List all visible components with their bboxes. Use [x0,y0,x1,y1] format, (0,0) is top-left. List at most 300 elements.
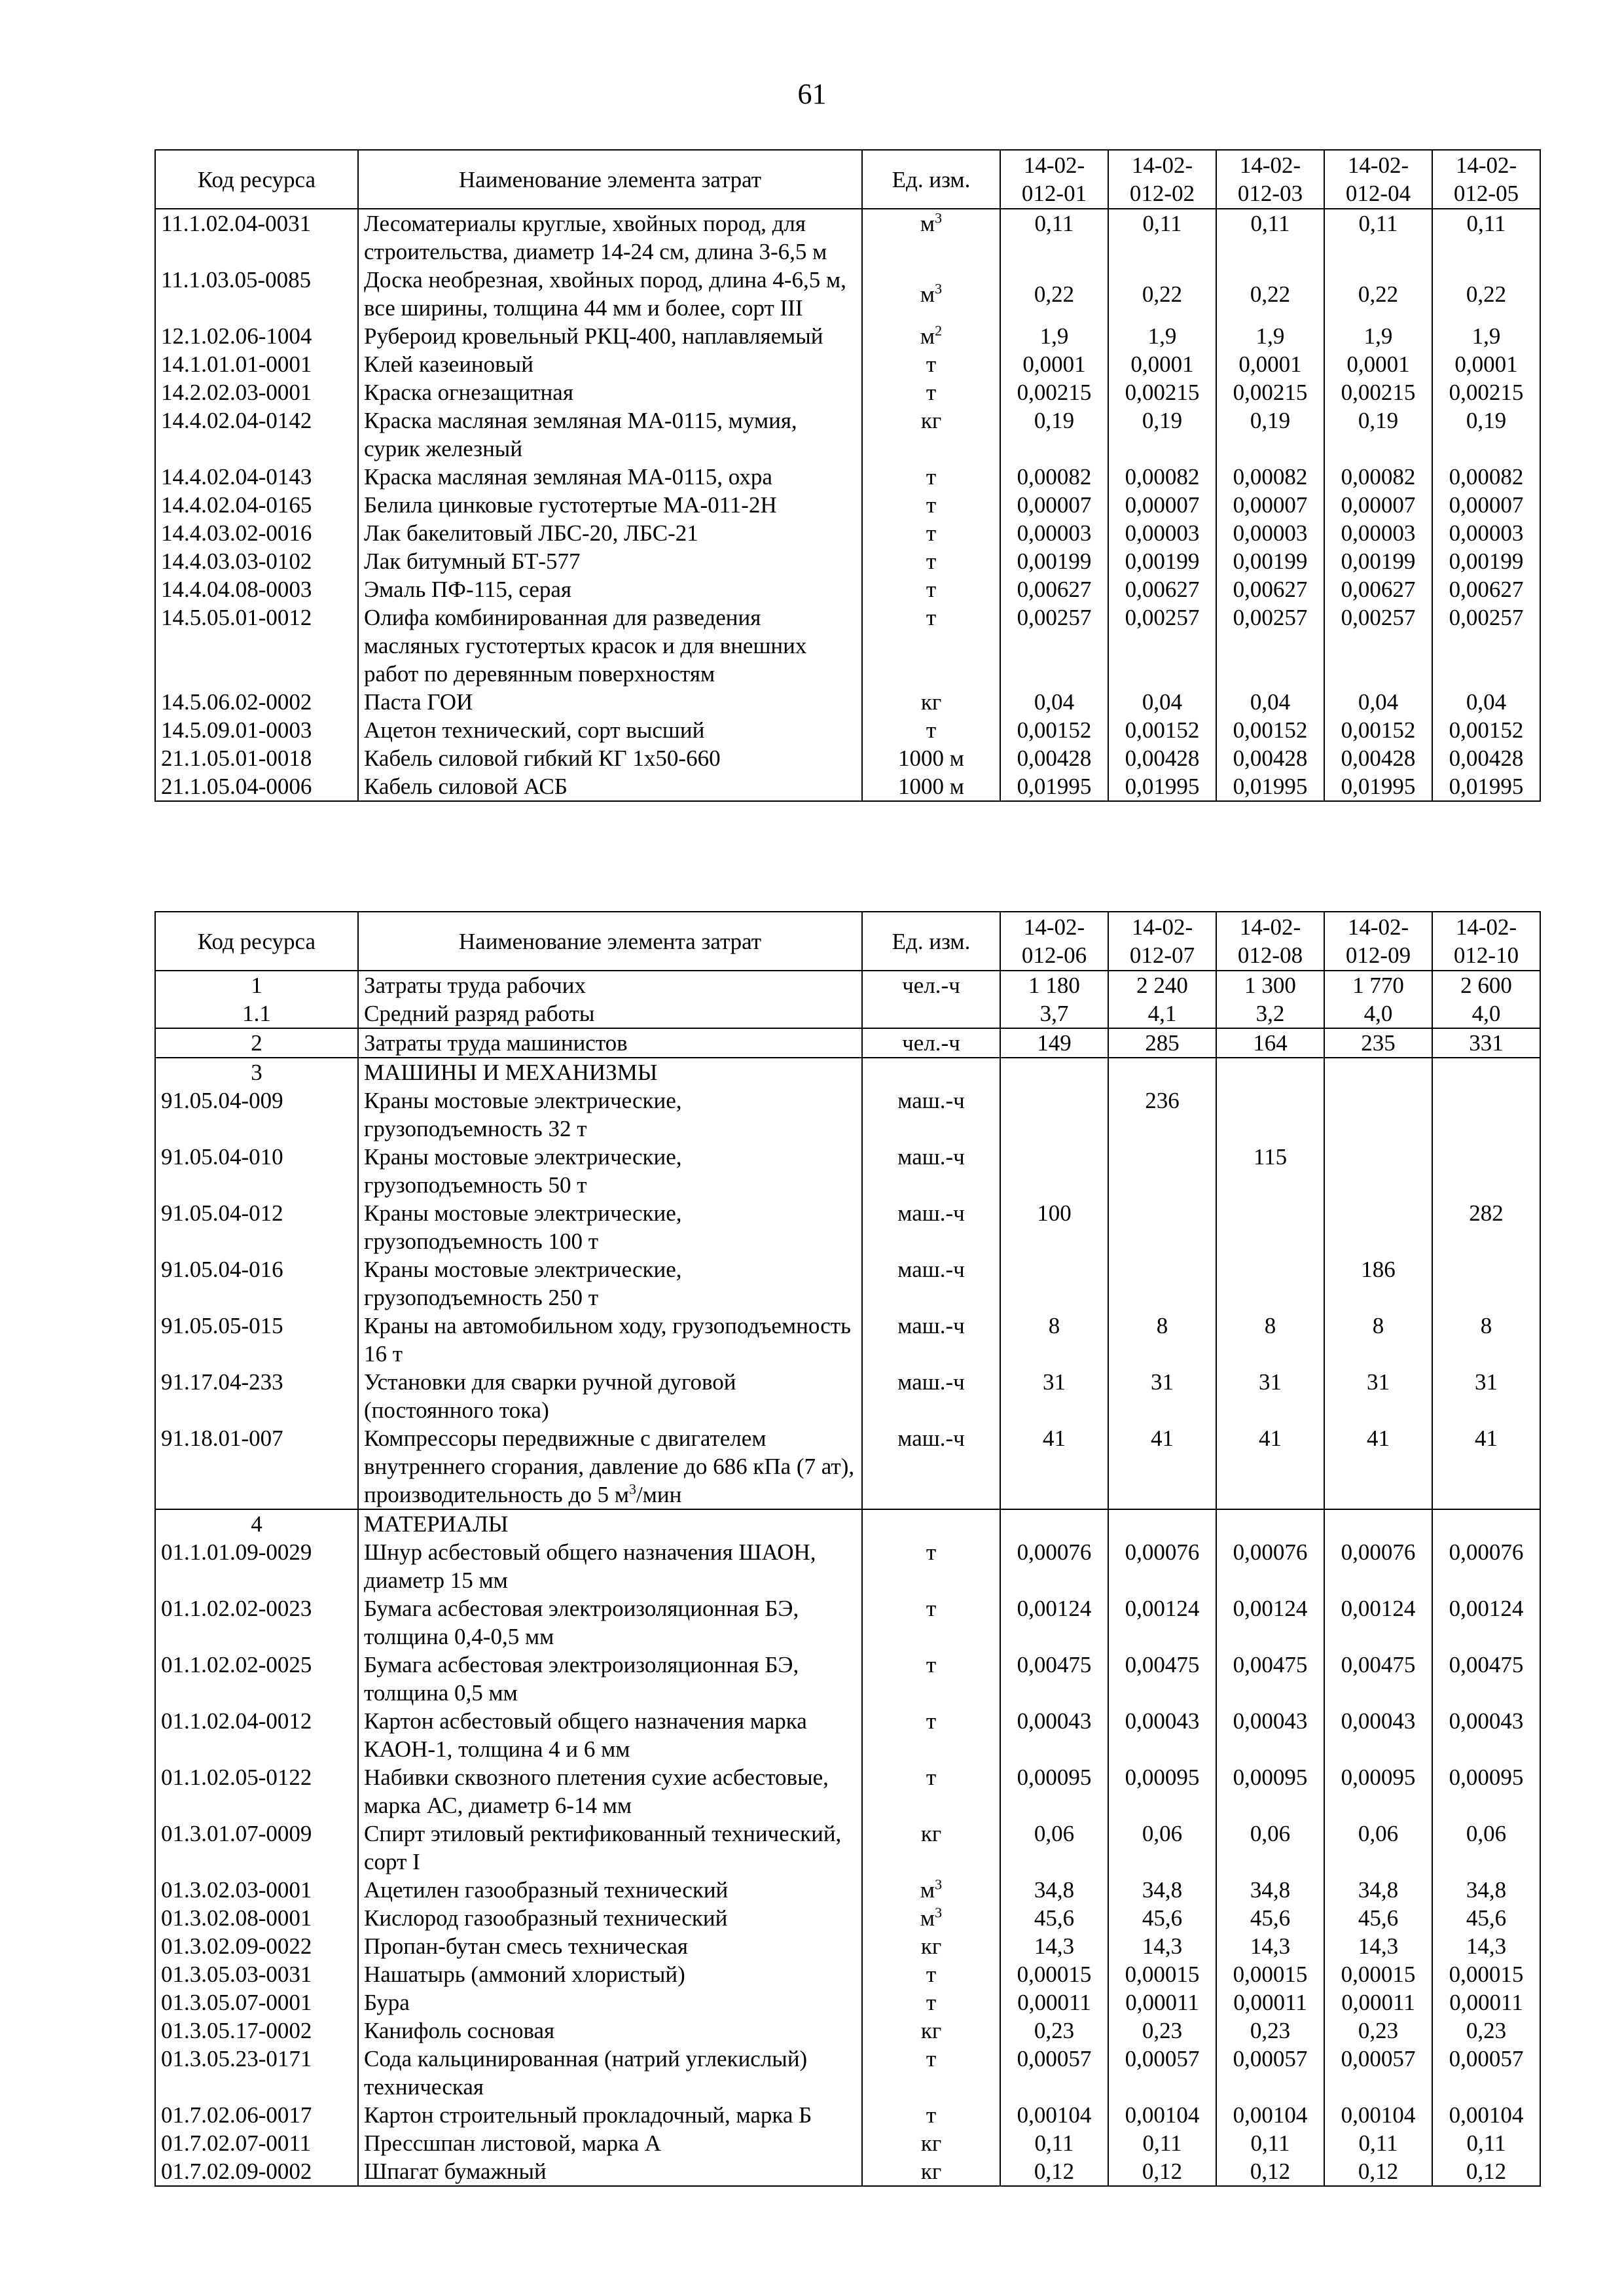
table-row [155,1143,1540,1199]
resource-value: 0,00057 [1432,2045,1540,2101]
resource-value: 45,6 [1108,1904,1216,1932]
resource-unit: $м^2$ [862,322,1000,350]
resource-value: 1 180 [1000,971,1108,999]
resource-value: 1,9 [1216,322,1324,350]
resource-value: 331 [1432,1028,1540,1058]
resource-value: 0,22 [1324,266,1432,322]
resource-name: Набивки сквозного плетения сухие асбестовые, марка АС, диаметр 6-14 мм [358,1763,862,1820]
resource-value: 0,0001 [1216,350,1324,378]
resource-value: 0,0001 [1108,350,1216,378]
resource-code: 14.5.06.02-0002 [155,688,358,716]
resource-name: Ацетилен газообразный технический [358,1876,862,1904]
resource-value: 0,00007 [1108,491,1216,519]
resource-name: Олифа комбинированная для разведения масляных густотертых красок и для внешних работ по деревянным поверхностям [358,603,862,688]
table-row [155,1509,1540,1538]
resource-name: Эмаль ПФ-115, серая [358,575,862,603]
resource-code: 12.1.02.06-1004 [155,322,358,350]
resource-code: 14.4.03.02-0016 [155,519,358,547]
resource-name: Лак битумный БТ-577 [358,547,862,575]
table-row [155,1255,1540,1312]
resource-unit: т [862,2045,1000,2101]
resource-value: 0,11 [1432,209,1540,266]
resource-value: 0,00428 [1324,744,1432,772]
resource-value: 41 [1108,1424,1216,1509]
resource-value: 31 [1432,1368,1540,1424]
resource-value: 0,00475 [1324,1651,1432,1707]
resource-name: Краска огнезащитная [358,378,862,406]
resource-value: 1,9 [1108,322,1216,350]
resource-name: Затраты труда рабочих [358,971,862,999]
resource-code: 01.7.02.09-0002 [155,2157,358,2186]
resource-value: 285 [1108,1028,1216,1058]
resource-unit: т [862,2101,1000,2129]
resource-value [1324,1143,1432,1199]
resource-value: 0,00057 [1324,2045,1432,2101]
table-row [155,350,1540,378]
resource-value: 0,00627 [1216,575,1324,603]
resource-unit: т [862,378,1000,406]
resource-value: 100 [1000,1199,1108,1255]
header-code: Код ресурса [155,150,358,209]
header-col-2: 14-02- 012-02 [1108,150,1216,209]
resource-unit: кг [862,1820,1000,1876]
resource-value: 8 [1000,1312,1108,1368]
resource-value: 0,00152 [1324,716,1432,744]
resource-value: 0,0001 [1000,350,1108,378]
resource-code: 01.3.02.09-0022 [155,1932,358,1960]
resource-name: Краска масляная земляная МА-0115, охра [358,463,862,491]
resource-value: 0,00124 [1108,1594,1216,1651]
table-row [155,1538,1540,1594]
header-name: Наименование элемента затрат [358,912,862,971]
resource-code: 91.18.01-007 [155,1424,358,1509]
resource-name: Доска необрезная, хвойных пород, длина 4-6,5 м, все ширины, толщина 44 мм и более, сорт III [358,266,862,322]
resource-value: 0,00627 [1108,575,1216,603]
resource-code: 01.1.02.04-0012 [155,1707,358,1763]
resource-name: МАТЕРИАЛЫ [358,1509,862,1538]
resource-value: 0,00015 [1000,1960,1108,1988]
table-row [155,1707,1540,1763]
resource-value: 0,00043 [1108,1707,1216,1763]
resource-value: 0,11 [1324,209,1432,266]
resource-code: 14.4.02.04-0142 [155,406,358,463]
resource-name: Картон строительный прокладочный, марка Б [358,2101,862,2129]
header-col-2: 14-02- 012-07 [1108,912,1216,971]
resource-unit: 1000 м [862,744,1000,772]
resource-value: 0,00003 [1108,519,1216,547]
resource-value: 0,06 [1324,1820,1432,1876]
resource-code: 01.3.05.23-0171 [155,2045,358,2101]
header-col-3: 14-02- 012-03 [1216,150,1324,209]
header-unit: Ед. изм. [862,912,1000,971]
resource-value: 45,6 [1000,1904,1108,1932]
resource-value: 14,3 [1108,1932,1216,1960]
resource-value: 0,12 [1216,2157,1324,2186]
resource-value: 0,00152 [1000,716,1108,744]
resource-value: 0,12 [1432,2157,1540,2186]
resource-code: 91.05.04-016 [155,1255,358,1312]
resource-value [1216,1058,1324,1086]
resource-value: 34,8 [1432,1876,1540,1904]
resource-value [1000,1255,1108,1312]
resource-value: 0,00043 [1432,1707,1540,1763]
resource-value: 1 300 [1216,971,1324,999]
resource-value: 31 [1324,1368,1432,1424]
resource-code: 01.3.05.17-0002 [155,2017,358,2045]
resource-value [1000,1509,1108,1538]
table-header-row [155,912,1540,971]
table-row [155,406,1540,463]
resource-value: 0,00627 [1324,575,1432,603]
resource-value: 8 [1432,1312,1540,1368]
resource-value: 0,00095 [1324,1763,1432,1820]
table-row [155,2129,1540,2157]
resource-value: 0,22 [1108,266,1216,322]
resource-value [1432,1143,1540,1199]
header-col-1: 14-02- 012-01 [1000,150,1108,209]
resource-code: 11.1.02.04-0031 [155,209,358,266]
resource-value: 0,00011 [1108,1988,1216,2017]
resource-value: 0,19 [1216,406,1324,463]
resource-name: Краны мостовые электрические, грузоподъемность 250 т [358,1255,862,1312]
resource-value: 0,00057 [1216,2045,1324,2101]
resource-code: 21.1.05.04-0006 [155,772,358,801]
resource-value [1216,1086,1324,1143]
resource-value: 4,0 [1432,999,1540,1028]
resource-value: 45,6 [1432,1904,1540,1932]
resource-value: 0,22 [1000,266,1108,322]
resource-unit [862,999,1000,1028]
resource-value [1432,1058,1540,1086]
header-col-1: 14-02- 012-06 [1000,912,1108,971]
table-row [155,2017,1540,2045]
resource-unit: кг [862,1932,1000,1960]
table-row [155,1988,1540,2017]
resource-value [1216,1199,1324,1255]
resource-value: 2 600 [1432,971,1540,999]
table-row [155,2101,1540,2129]
resource-code: 14.4.03.03-0102 [155,547,358,575]
resource-code: 01.7.02.06-0017 [155,2101,358,2129]
resource-value: 0,00104 [1324,2101,1432,2129]
resource-name: Краны мостовые электрические, грузоподъемность 32 т [358,1086,862,1143]
resource-name: Установки для сварки ручной дуговой (постоянного тока) [358,1368,862,1424]
resource-value: 0,12 [1108,2157,1216,2186]
table-row [155,1651,1540,1707]
resource-value: 0,06 [1000,1820,1108,1876]
resource-value: 0,23 [1216,2017,1324,2045]
resource-value: 0,00104 [1000,2101,1108,2129]
resource-unit: маш.-ч [862,1368,1000,1424]
resource-name: Кабель силовой АСБ [358,772,862,801]
resource-value [1108,1255,1216,1312]
resource-value: 0,12 [1324,2157,1432,2186]
table-row [155,772,1540,801]
resource-value: 164 [1216,1028,1324,1058]
resource-name: Краска масляная земляная МА-0115, мумия, сурик железный [358,406,862,463]
resource-value: 0,23 [1000,2017,1108,2045]
resource-name: Ацетон технический, сорт высший [358,716,862,744]
resource-value: 0,19 [1000,406,1108,463]
resource-value: 0,0001 [1432,350,1540,378]
resource-code: 01.3.02.08-0001 [155,1904,358,1932]
resource-value: 0,00124 [1432,1594,1540,1651]
resource-unit: т [862,1594,1000,1651]
resource-value: 31 [1216,1368,1324,1424]
resource-value: 0,00076 [1000,1538,1108,1594]
resource-value: 1 770 [1324,971,1432,999]
resource-value: 45,6 [1324,1904,1432,1932]
resource-value: 41 [1000,1424,1108,1509]
resource-name: МАШИНЫ И МЕХАНИЗМЫ [358,1058,862,1086]
resource-value: 0,00007 [1432,491,1540,519]
resource-code: 14.1.01.01-0001 [155,350,358,378]
table-row [155,463,1540,491]
resource-value: 0,00057 [1108,2045,1216,2101]
table-row [155,575,1540,603]
resource-value: 4,1 [1108,999,1216,1028]
resource-value [1216,1255,1324,1312]
resource-value: 0,00257 [1324,603,1432,688]
resource-value: 0,01995 [1324,772,1432,801]
resource-value: 0,00428 [1000,744,1108,772]
resource-name: Кабель силовой гибкий КГ 1х50-660 [358,744,862,772]
resource-code: 14.4.02.04-0165 [155,491,358,519]
resource-name: Кислород газообразный технический [358,1904,862,1932]
table-row [155,266,1540,322]
table-row [155,603,1540,688]
table-row [155,378,1540,406]
resource-name: Прессшпан листовой, марка А [358,2129,862,2157]
resource-value: 14,3 [1216,1932,1324,1960]
resource-value: 0,01995 [1000,772,1108,801]
resource-value: 34,8 [1108,1876,1216,1904]
table-row [155,1199,1540,1255]
table-row [155,491,1540,519]
resource-value: 3,7 [1000,999,1108,1028]
table-row [155,1028,1540,1058]
resource-value: 34,8 [1324,1876,1432,1904]
resource-unit: $м^3$ [862,209,1000,266]
resource-name: Сода кальцинированная (натрий углекислый) техническая [358,2045,862,2101]
table-row [155,1368,1540,1424]
resource-unit: т [862,1960,1000,1988]
resource-value [1324,1509,1432,1538]
resource-code: 1 [155,971,358,999]
resource-value: 0,00199 [1432,547,1540,575]
resource-value: 0,06 [1432,1820,1540,1876]
resource-name: Шпагат бумажный [358,2157,862,2186]
resource-value: 0,23 [1108,2017,1216,2045]
resource-value: 0,01995 [1216,772,1324,801]
resource-value: 0,00082 [1108,463,1216,491]
resource-value: 0,00199 [1216,547,1324,575]
resource-value: 0,11 [1324,2129,1432,2157]
resource-table-2 [154,911,1541,2187]
resource-value: 1,9 [1324,322,1432,350]
resource-name: Пропан-бутан смесь техническая [358,1932,862,1960]
resource-value: 0,00011 [1000,1988,1108,2017]
resource-value: 0,19 [1324,406,1432,463]
resource-value: 0,0001 [1324,350,1432,378]
table-row [155,1932,1540,1960]
resource-value: 0,00076 [1216,1538,1324,1594]
header-col-4: 14-02- 012-09 [1324,912,1432,971]
resource-value: 235 [1324,1028,1432,1058]
resource-value: 0,00215 [1000,378,1108,406]
resource-name: Лесоматериалы круглые, хвойных пород, для строительства, диаметр 14-24 см, длина 3-6,5 м [358,209,862,266]
resource-value: 0,00475 [1216,1651,1324,1707]
resource-value: 8 [1324,1312,1432,1368]
resource-value: 0,00003 [1324,519,1432,547]
resource-code: 01.1.02.02-0023 [155,1594,358,1651]
resource-value: 0,00257 [1216,603,1324,688]
resource-table-1 [154,149,1541,802]
resource-name: Лак бакелитовый ЛБС-20, ЛБС-21 [358,519,862,547]
resource-value: 0,00095 [1108,1763,1216,1820]
table-header-row [155,150,1540,209]
resource-value [1108,1509,1216,1538]
resource-unit: т [862,1988,1000,2017]
resource-value: 0,00104 [1108,2101,1216,2129]
resource-unit: маш.-ч [862,1424,1000,1509]
table-row [155,2157,1540,2186]
table-row [155,1594,1540,1651]
resource-value: 0,11 [1000,209,1108,266]
resource-unit: $м^3$ [862,266,1000,322]
resource-value: 0,23 [1432,2017,1540,2045]
resource-value: 0,19 [1108,406,1216,463]
resource-value: 31 [1000,1368,1108,1424]
resource-value: 41 [1432,1424,1540,1509]
resource-value: 0,11 [1108,2129,1216,2157]
resource-unit: т [862,463,1000,491]
resource-value: 0,00152 [1216,716,1324,744]
resource-value: 115 [1216,1143,1324,1199]
table-row [155,971,1540,999]
resource-value: 0,00043 [1216,1707,1324,1763]
header-unit: Ед. изм. [862,150,1000,209]
resource-value: 0,00007 [1000,491,1108,519]
resource-value [1000,1058,1108,1086]
resource-value: 1,9 [1432,322,1540,350]
resource-value: 0,00152 [1108,716,1216,744]
resource-unit: т [862,603,1000,688]
header-col-5: 14-02- 012-10 [1432,912,1540,971]
resource-code: 91.17.04-233 [155,1368,358,1424]
resource-unit: кг [862,688,1000,716]
resource-value: 8 [1216,1312,1324,1368]
table-row [155,1424,1540,1509]
resource-name: Средний разряд работы [358,999,862,1028]
table-row [155,519,1540,547]
resource-value: 0,00428 [1216,744,1324,772]
resource-value: 1,9 [1000,322,1108,350]
resource-unit: т [862,1538,1000,1594]
resource-code: 11.1.03.05-0085 [155,266,358,322]
resource-value: 0,00003 [1216,519,1324,547]
resource-value [1216,1509,1324,1538]
resource-name: Нашатырь (аммоний хлористый) [358,1960,862,1988]
resource-value: 0,22 [1216,266,1324,322]
table-row [155,1312,1540,1368]
resource-value: 0,00082 [1432,463,1540,491]
resource-unit: кг [862,406,1000,463]
resource-unit: маш.-ч [862,1312,1000,1368]
resource-value: 3,2 [1216,999,1324,1028]
resource-value: 0,22 [1432,266,1540,322]
resource-code: 2 [155,1028,358,1058]
resource-unit: т [862,547,1000,575]
resource-name: Бура [358,1988,862,2017]
resource-value: 0,00015 [1432,1960,1540,1988]
resource-value: 31 [1108,1368,1216,1424]
header-code: Код ресурса [155,912,358,971]
resource-value: 0,00124 [1324,1594,1432,1651]
resource-value: 0,11 [1432,2129,1540,2157]
resource-code: 14.2.02.03-0001 [155,378,358,406]
table-row [155,322,1540,350]
resource-code: 01.7.02.07-0011 [155,2129,358,2157]
table-row [155,547,1540,575]
resource-code: 21.1.05.01-0018 [155,744,358,772]
resource-value: 34,8 [1216,1876,1324,1904]
resource-value: 0,01995 [1108,772,1216,801]
resource-value: 0,11 [1000,2129,1108,2157]
table-row [155,999,1540,1028]
resource-code: 3 [155,1058,358,1086]
resource-value: 186 [1324,1255,1432,1312]
resource-code: 01.1.01.09-0029 [155,1538,358,1594]
resource-value: 0,00199 [1000,547,1108,575]
table-row [155,1763,1540,1820]
resource-value: 0,04 [1000,688,1108,716]
resource-code: 14.4.02.04-0143 [155,463,358,491]
resource-value: 0,00152 [1432,716,1540,744]
resource-value: 0,00257 [1000,603,1108,688]
resource-value: 0,00095 [1432,1763,1540,1820]
resource-unit [862,1058,1000,1086]
resource-code: 91.05.04-012 [155,1199,358,1255]
resource-code: 01.3.05.03-0031 [155,1960,358,1988]
resource-name: Спирт этиловый ректификованный технический, сорт I [358,1820,862,1876]
table-row [155,716,1540,744]
resource-name: Паста ГОИ [358,688,862,716]
resource-unit: т [862,575,1000,603]
resource-unit: маш.-ч [862,1143,1000,1199]
resource-code: 01.3.01.07-0009 [155,1820,358,1876]
resource-unit: т [862,716,1000,744]
resource-value: 41 [1324,1424,1432,1509]
resource-value: 0,00003 [1432,519,1540,547]
resource-value: 41 [1216,1424,1324,1509]
resource-value: 0,00015 [1108,1960,1216,1988]
resource-unit: $м^3$ [862,1904,1000,1932]
header-name: Наименование элемента затрат [358,150,862,209]
resource-value: 0,00076 [1324,1538,1432,1594]
table-row [155,1876,1540,1904]
resource-unit: т [862,350,1000,378]
table-row [155,209,1540,266]
resource-value: 0,11 [1108,209,1216,266]
resource-value: 0,19 [1432,406,1540,463]
resource-value [1000,1143,1108,1199]
resource-value: 4,0 [1324,999,1432,1028]
header-col-3: 14-02- 012-08 [1216,912,1324,971]
resource-unit: маш.-ч [862,1086,1000,1143]
header-col-5: 14-02- 012-05 [1432,150,1540,209]
resource-unit: кг [862,2157,1000,2186]
